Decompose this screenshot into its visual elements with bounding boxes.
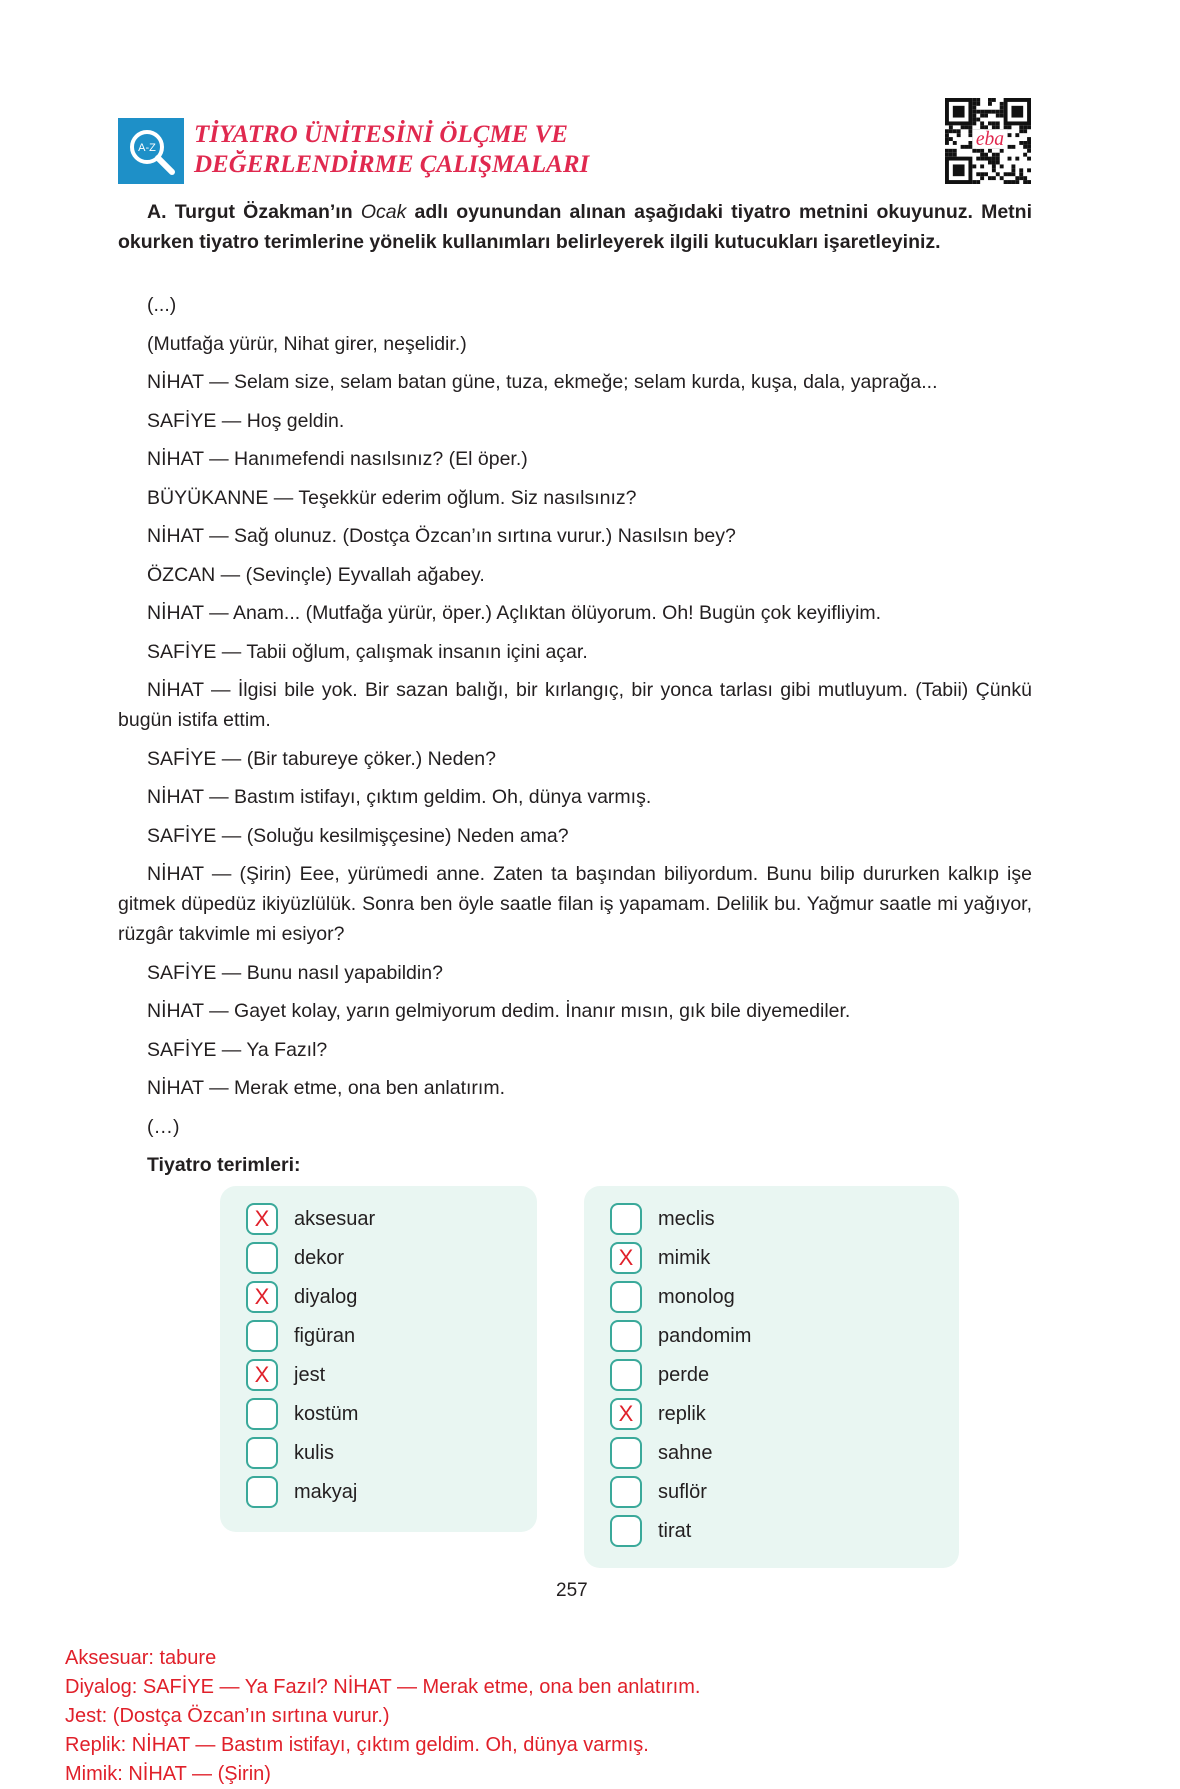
term-meclis[interactable] (610, 1202, 715, 1236)
answer-line: Mimik: NİHAT — (Şirin) (65, 1763, 271, 1785)
term-diyalog[interactable] (246, 1280, 357, 1314)
term-label: jest (294, 1363, 326, 1386)
dialogue-line: SAFİYE — Bunu nasıl yapabildin? (147, 961, 443, 984)
dialogue-line: NİHAT — Bastım istifayı, çıktım geldim. Oh, dünya varmış. (147, 786, 652, 808)
dialogue-line: (…) (147, 1115, 180, 1138)
checkbox[interactable] (610, 1515, 642, 1547)
checkbox[interactable]: X (246, 1359, 278, 1391)
term-pandomim[interactable] (610, 1319, 751, 1353)
term-mimik[interactable] (610, 1241, 710, 1275)
answer-line: Aksesuar: tabure (65, 1647, 217, 1669)
dialogue-line: NİHAT — İlgisi bile yok. Bir sazan balığı, bir kırlangıç, bir yonca tarlası gibi mutluyum. (Tabii) Çünkü bugün istifa ettim. (118, 679, 1032, 731)
dialogue-line: (Mutfağa yürür, Nihat girer, neşelidir.) (147, 332, 467, 355)
term-label: sahne (658, 1441, 713, 1464)
term-label: figüran (294, 1324, 356, 1347)
instruction-text: A. Turgut Özakman’ın Ocak adlı oyunundan alınan aşağıdaki tiyatro metnini okuyunuz. Metni okurken tiyatro terimlerine yönelik kullanımları belirleyerek ilgili kutucukları işaretleyiniz. (118, 201, 1033, 253)
term-label: replik (658, 1402, 706, 1425)
term-label: perde (658, 1363, 710, 1386)
play-excerpt (118, 290, 1032, 1150)
term-label: kostüm (294, 1402, 359, 1425)
term-label: makyaj (294, 1480, 358, 1503)
checkbox[interactable]: X (246, 1203, 278, 1235)
title-line-2: DEĞERLENDİRME ÇALIŞMALARI (194, 151, 590, 178)
answer-notes (65, 1644, 700, 1789)
term-suflör[interactable] (610, 1475, 707, 1509)
terms-panel-right (584, 1186, 959, 1568)
dialogue-line: NİHAT — (Şirin) Eee, yürümedi anne. Zaten ta başından biliyordum. Bunu bilip dururken kalkıp işe gitmek düpedüz ikiyüzlülük. Sonra ben öyle saatle filan iş yapamam. Delilik bu. Yağmur saatle mi yağıyor, rüzgâr takvimle mi esiyor? (118, 863, 1032, 945)
term-monolog[interactable] (610, 1280, 735, 1314)
dialogue-line: SAFİYE — (Soluğu kesilmişçesine) Neden ama? (147, 824, 569, 847)
svg-text:A-Z: A-Z (138, 142, 156, 154)
term-label: suflör (658, 1480, 707, 1503)
term-perde[interactable] (610, 1358, 709, 1392)
term-kostüm[interactable] (246, 1397, 358, 1431)
dialogue-line: NİHAT — Hanımefendi nasılsınız? (El öper.) (147, 448, 528, 470)
checkbox[interactable] (610, 1281, 642, 1313)
svg-text:eba: eba (975, 128, 1005, 150)
term-label: pandomim (658, 1324, 752, 1347)
checkbox[interactable] (610, 1320, 642, 1352)
checkbox[interactable] (610, 1476, 642, 1508)
term-label: aksesuar (294, 1207, 376, 1230)
term-kulis[interactable] (246, 1436, 334, 1470)
dialogue-line: SAFİYE — Hoş geldin. (147, 409, 345, 432)
dialogue-line: NİHAT — Gayet kolay, yarın gelmiyorum dedim. İnanır mısın, gık bile diyemediler. (147, 1000, 851, 1022)
title-line-1: TİYATRO ÜNİTESİNİ ÖLÇME VE (194, 121, 568, 148)
dialogue-line: (...) (147, 294, 177, 316)
term-jest[interactable] (246, 1358, 325, 1392)
term-tirat[interactable] (610, 1514, 691, 1548)
term-label: dekor (294, 1246, 345, 1269)
dialogue-line: NİHAT — Anam... (Mutfağa yürür, öper.) Açlıktan ölüyorum. Oh! Bugün çok keyifliyim. (147, 602, 882, 624)
term-label: mimik (658, 1246, 711, 1269)
page-number: 257 (556, 1580, 588, 1601)
term-makyaj[interactable] (246, 1475, 357, 1509)
checkbox[interactable]: X (610, 1242, 642, 1274)
term-dekor[interactable] (246, 1241, 344, 1275)
term-label: meclis (658, 1207, 715, 1230)
answer-line: Diyalog: SAFİYE — Ya Fazıl? NİHAT — Merak etme, ona ben anlatırım. (65, 1676, 701, 1698)
checkbox[interactable]: X (610, 1398, 642, 1430)
section-title (194, 120, 589, 180)
dialogue-line: NİHAT — Sağ olunuz. (Dostça Özcan’ın sırtına vurur.) Nasılsın bey? (147, 525, 736, 547)
answer-line: Replik: NİHAT — Bastım istifayı, çıktım geldim. Oh, dünya varmış. (65, 1734, 649, 1756)
qr-code[interactable] (944, 98, 1032, 184)
checkbox[interactable] (610, 1203, 642, 1235)
checkbox[interactable] (610, 1359, 642, 1391)
dialogue-line: NİHAT — Merak etme, ona ben anlatırım. (147, 1077, 505, 1099)
checkbox[interactable] (246, 1437, 278, 1469)
term-label: monolog (658, 1285, 735, 1308)
checkbox[interactable]: X (246, 1281, 278, 1313)
term-label: tirat (658, 1519, 692, 1542)
answer-line: Jest: (Dostça Özcan’ın sırtına vurur.) (65, 1705, 390, 1727)
checkbox[interactable] (246, 1242, 278, 1274)
term-label: kulis (294, 1441, 335, 1464)
terms-panel-left (220, 1186, 537, 1532)
dialogue-line: SAFİYE — (Bir taburеye çöker.) Neden? (147, 747, 496, 770)
dialogue-line: SAFİYE — Tabii oğlum, çalışmak insanın içini açar. (147, 640, 588, 663)
checkbox[interactable] (246, 1398, 278, 1430)
term-aksesuar[interactable] (246, 1202, 375, 1236)
term-label: diyalog (294, 1285, 358, 1308)
checkbox[interactable] (610, 1437, 642, 1469)
term-figüran[interactable] (246, 1319, 355, 1353)
magnifier-az-icon (118, 118, 184, 184)
dialogue-line: BÜYÜKANNE — Teşekkür ederim oğlum. Siz nasılsınız? (147, 486, 637, 509)
term-replik[interactable] (610, 1397, 706, 1431)
dialogue-line: ÖZCAN — (Sevinçle) Eyvallah ağabey. (147, 563, 485, 586)
checkbox[interactable] (246, 1476, 278, 1508)
dialogue-line: SAFİYE — Ya Fazıl? (147, 1038, 328, 1061)
terms-heading: Tiyatro terimleri: (147, 1154, 301, 1176)
term-sahne[interactable] (610, 1436, 713, 1470)
dialogue-line: NİHAT — Selam size, selam batan güne, tuza, ekmeğe; selam kurda, kuşa, dala, yaprağa... (147, 371, 938, 393)
checkbox[interactable] (246, 1320, 278, 1352)
